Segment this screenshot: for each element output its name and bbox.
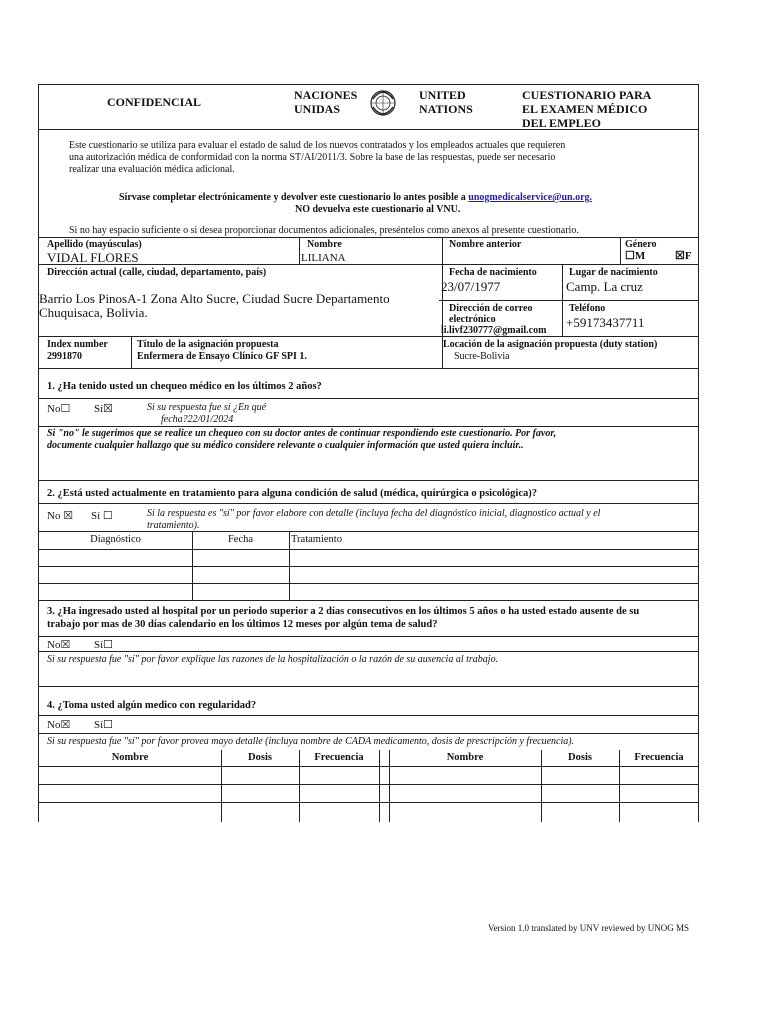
q4-col-name-1: Nombre [111, 752, 149, 763]
q3-no-checkbox[interactable]: No☒ [47, 639, 71, 651]
q1-note-line-1: Si "no" le sugerimos que se realice un chequeo con su doctor antes de continuar respondiendo este cuestionario. Por favor, [47, 428, 557, 439]
nations-label: NATIONS [419, 102, 473, 116]
question-1: 1. ¿Ha tenido usted un chequeo médico en los últimos 2 años? [47, 381, 322, 392]
table-row [39, 566, 699, 567]
q2-followup-line-2: tratamiento). [147, 520, 200, 531]
q2-col-date: Fecha [227, 534, 254, 545]
birth-date-label: Fecha de nacimiento [449, 267, 537, 278]
q4-col-dose-2: Dosis [568, 752, 592, 763]
divider [131, 336, 132, 368]
un-emblem-icon [369, 89, 395, 115]
q2-followup-line-1: Si la respuesta es "sí" por favor elabore con detalle (incluya fecha del diagnóstico inicial, diagnostico actual y el [147, 508, 601, 519]
divider [39, 237, 699, 238]
q3-yes-checkbox[interactable]: Sí☐ [94, 639, 114, 651]
surname-field[interactable]: VIDAL FLORES [47, 250, 139, 265]
united-label: UNITED [419, 88, 466, 102]
email-label-line-2: electrónico [449, 314, 496, 325]
question-3-line-2: trabajo por mas de 30 días calendario en los últimos 12 meses por algún tema de salud? [47, 619, 438, 630]
q2-col-treatment: Tratamiento [291, 534, 342, 545]
address-line-2[interactable]: Chuquisaca, Bolivia. [39, 305, 148, 320]
divider [562, 264, 563, 336]
table-row [39, 600, 699, 601]
q4-yes-checkbox[interactable]: Sí☐ [94, 719, 114, 731]
divider [39, 686, 699, 687]
question-3-line-1: 3. ¿Ha ingresado usted al hospital por un periodo superior a 2 días consecutivos en los últimos 5 años o ha usted estado ausente de su [47, 606, 640, 617]
form-header [38, 84, 699, 130]
name-field[interactable]: LILIANA [301, 252, 346, 264]
table-row [39, 549, 699, 550]
version-footer: Version 1.0 translated by UNV reviewed by UNOG MS [488, 923, 690, 933]
divider [192, 531, 193, 600]
table-row [39, 784, 699, 785]
divider [619, 750, 620, 822]
birth-place-field[interactable]: Camp. La cruz [566, 279, 643, 294]
divider [620, 237, 621, 264]
q4-followup: Si su respuesta fue "sí" por favor provea mayo detalle (incluya nombre de CADA medicamento, dosis de prescripción y frecuencia). [47, 736, 575, 747]
form-title-line-1: CUESTIONARIO PARA [522, 88, 652, 102]
form-title-line-3: DEL EMPLEO [522, 116, 602, 130]
divider [221, 750, 222, 822]
email-label-line-1: Dirección de correo [449, 303, 533, 314]
address-line-1[interactable]: Barrio Los PinosA-1 Zona Alto Sucre, Ciudad Sucre Departamento [39, 291, 390, 306]
address-label: Dirección actual (calle, ciudad, departamento, país) [47, 267, 267, 278]
assignment-title-label: Título de la asignación propuesta [137, 339, 279, 350]
q1-no-checkbox[interactable]: No☐ [47, 403, 71, 415]
birth-date-field[interactable]: 23/07/1977 [441, 279, 501, 294]
q4-col-dose-1: Dosis [248, 752, 272, 763]
assignment-title-field[interactable]: Enfermera de Ensayo Clínico GF SPI 1. [137, 351, 307, 362]
q1-yes-checkbox[interactable]: Sí☒ [94, 403, 114, 415]
q4-no-checkbox[interactable]: No☒ [47, 719, 71, 731]
q3-followup: Si su respuesta fue "sí" por favor explique las razones de la hospitalización o la razón de su ausencia al trabajo. [47, 654, 499, 665]
naciones-label: NACIONES [294, 88, 358, 102]
divider [299, 237, 300, 264]
divider [39, 715, 699, 716]
divider [299, 750, 300, 822]
table-row [39, 583, 699, 584]
index-number-field[interactable]: 2991870 [47, 351, 82, 362]
confidential-label: CONFIDENCIAL [107, 95, 202, 109]
q4-col-frequency-1: Frecuencia [314, 752, 364, 763]
form-title-line-2: EL EXAMEN MÉDICO [522, 102, 648, 116]
q2-no-checkbox[interactable]: No ☒ [47, 510, 74, 522]
previous-name-label: Nombre anterior [449, 239, 522, 250]
q2-col-diagnosis: Diagnóstico [90, 534, 141, 545]
form-body [38, 130, 699, 822]
medical-service-email-link[interactable]: unogmedicalservice@un.org. [468, 192, 593, 203]
divider [39, 636, 699, 637]
intro-line-2: una autorización médica de conformidad con la norma ST/AI/2011/3. Sobre la base de las respuestas, puede ser necesario [69, 152, 556, 163]
intro-line-1: Este cuestionario se utiliza para evaluar el estado de salud de los nuevos contratados y los empleados actuales que requieren [69, 140, 566, 151]
intro-line-3: realizar una evaluación médica adicional. [69, 164, 235, 175]
divider [39, 651, 699, 652]
divider [289, 531, 290, 600]
space-note: Si no hay espacio suficiente o si desea proporcionar documentos adicionales, preséntelos como anexos al presente cuestionario. [69, 225, 579, 236]
divider [39, 480, 699, 481]
divider [39, 336, 699, 337]
table-row [39, 802, 699, 803]
email-field[interactable]: li.livf230777@gmail.com [441, 325, 547, 336]
q2-yes-checkbox[interactable]: Sí ☐ [91, 510, 113, 522]
divider [39, 531, 699, 532]
instruction-line-2: NO devuelva este cuestionario al VNU. [295, 204, 461, 215]
instruction-text: Sírvase completar electrónicamente y devolver este cuestionario lo antes posible a [119, 192, 466, 203]
birth-place-label: Lugar de nacimiento [569, 267, 658, 278]
q1-date-field[interactable]: fecha?22/01/2024 [161, 414, 234, 425]
divider [39, 398, 699, 399]
gender-label: Género [625, 239, 657, 250]
name-label: Nombre [307, 239, 342, 250]
q1-followup-line-1: Si su respuesta fue sí ¿En qué [147, 402, 267, 413]
divider [389, 750, 390, 822]
unidas-label: UNIDAS [294, 102, 341, 116]
divider [541, 750, 542, 822]
divider [439, 300, 699, 301]
question-4: 4. ¿Toma usted algún medico con regularidad? [47, 700, 257, 711]
gender-f-checkbox[interactable]: ☒F [675, 250, 692, 262]
q4-col-frequency-2: Frecuencia [634, 752, 684, 763]
index-number-label: Index number [47, 339, 108, 350]
duty-station-field[interactable]: Sucre-Bolivia [454, 351, 510, 362]
divider [39, 368, 699, 369]
divider [39, 503, 699, 504]
question-2: 2. ¿Está usted actualmente en tratamiento para alguna condición de salud (médica, quirúrgica o psicológica)? [47, 488, 537, 499]
table-row [39, 766, 699, 767]
phone-field[interactable]: +59173437711 [566, 315, 645, 330]
q4-col-name-2: Nombre [446, 752, 484, 763]
instruction-line-1 [119, 192, 592, 204]
divider [39, 426, 699, 427]
gender-m-checkbox[interactable]: ☐M [625, 250, 646, 262]
duty-station-label: Locación de la asignación propuesta (duty station) [443, 339, 658, 350]
phone-label: Teléfono [569, 303, 606, 314]
divider [39, 733, 699, 734]
q1-note-line-2: documente cualquier hallazgo que su médico considere relevante o cualquier información que usted quiera incluir.. [47, 440, 524, 451]
divider [379, 750, 380, 822]
surname-label: Apellido (mayúsculas) [47, 239, 142, 250]
